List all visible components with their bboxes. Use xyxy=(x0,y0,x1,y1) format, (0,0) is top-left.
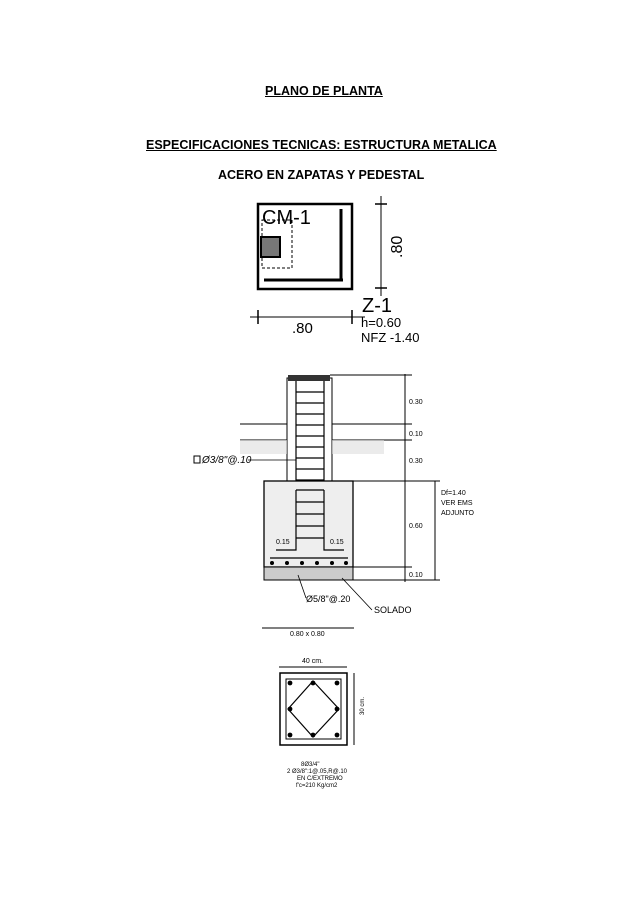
column-note-4: f'c=210 Kg/cm2 xyxy=(296,783,338,789)
nfz-label: NFZ -1.40 xyxy=(361,330,420,345)
df-line2: VER EMS xyxy=(441,500,473,507)
column-width-label: 40 cm. xyxy=(302,658,324,665)
column-note-2: 2 Ø3/8":1@.05,R@.10 xyxy=(287,769,348,775)
dim-slab: 0.10 xyxy=(409,431,423,438)
width-dim: .80 xyxy=(292,320,313,337)
spec-heading: ESPECIFICACIONES TECNICAS: ESTRUCTURA METALICA xyxy=(146,138,497,152)
column-height-label: 30 cm. xyxy=(360,696,366,715)
footing-label: Z-1 xyxy=(362,295,392,317)
solado-label: SOLADO xyxy=(374,605,412,615)
column-label: CM-1 xyxy=(262,207,311,229)
hook-right: 0.15 xyxy=(330,539,344,546)
stirrup-label: Ø3/8"@.10 xyxy=(202,455,252,466)
dim-base: 0.10 xyxy=(409,572,423,579)
base-dim: 0.80 x 0.80 xyxy=(290,631,325,638)
bar-label: Ø5/8"@.20 xyxy=(306,594,351,604)
hook-left: 0.15 xyxy=(276,539,290,546)
column-note-1: 8Ø3/4" xyxy=(301,762,320,768)
df-line3: ADJUNTO xyxy=(441,510,474,517)
column-note-3: EN C/EXTREMO xyxy=(297,776,343,782)
dim-top: 0.30 xyxy=(409,399,423,406)
depth-dim: .80 xyxy=(389,235,406,258)
height-label: h=0.60 xyxy=(361,315,402,330)
spec-subheading: ACERO EN ZAPATAS Y PEDESTAL xyxy=(218,168,425,182)
dim-mid: 0.30 xyxy=(409,458,423,465)
page-title: PLANO DE PLANTA xyxy=(265,84,383,98)
df-line1: Df=1.40 xyxy=(441,490,466,497)
dim-footing: 0.60 xyxy=(409,523,423,530)
